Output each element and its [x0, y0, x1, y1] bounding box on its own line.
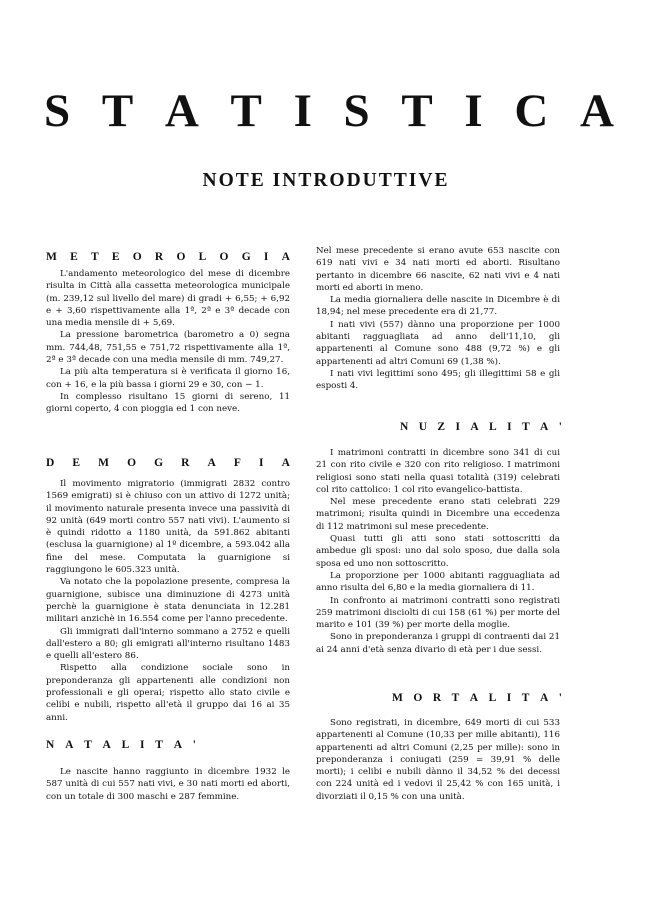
- paragraph: Rispetto alla condizione sociale sono in preponderanza gli appartenenti alle condizioni non professionali e gli operai; rispetto allo stato civile e celibi e nubili, rispetto all'età il gruppo dai 16 ai 35 anni.: [46, 663, 290, 723]
- nuzialita-heading: [400, 419, 562, 435]
- paragraph: La proporzione per 1000 abitanti ragguagliata ad anno risulta del 6,80 e la media giornaliera di 11.: [316, 570, 560, 594]
- heading-letter: R: [154, 251, 164, 263]
- heading-letter: O: [176, 251, 186, 263]
- natalita-body: [46, 766, 290, 803]
- heading-letter: A: [65, 739, 74, 751]
- heading-letter: I: [455, 421, 460, 433]
- heading-letter: T: [521, 692, 530, 704]
- heading-letter: S: [44, 85, 71, 137]
- paragraph: I nati vivi (557) dànno una proporzione per 1000 abitanti ragguagliata ad anno dell'11,10, gli appartenenti al Comune sono 488 (9,72 %) e gli appartenenti ad altri Comuni 69 (1,38 %).: [316, 319, 560, 367]
- paragraph: L'andamento meteorologico del mese di dicembre risulta in Città alla cassetta meteorologica municipale (m. 239,12 sul livello del mare) di gradi + 6,55; + 6,92 e + 3,60 rispettivamente alla 1ª, 2ª e 3ª decade con una media mensile di + 5,69.: [46, 269, 290, 329]
- heading-letter: T: [155, 739, 163, 751]
- heading-letter: I: [293, 85, 312, 137]
- heading-letter: A: [580, 85, 614, 137]
- paragraph: Nel mese precedente erano stati celebrati 229 matrimoni; risulta quindi in Dicembre una eccedenza di 112 matrimoni sul mese precedente.: [316, 497, 560, 532]
- heading-letter: A: [469, 692, 479, 704]
- heading-letter: T: [451, 692, 460, 704]
- paragraph: Quasi tutti gli atti sono stati sottoscritti da ambedue gli sposi: uno dal solo sposo, due dalla sola sposa ed uno non sottoscritto.: [316, 534, 560, 569]
- mortalita-body: [316, 717, 560, 803]
- paragraph: I nati vivi legittimi sono 495; gli illegittimi 58 e gli esposti 4.: [316, 368, 560, 392]
- heading-letter: ': [558, 421, 562, 433]
- paragraph: In confronto ai matrimoni contratti sono registrati 259 matrimoni disciolti di cui 158 (61 %) per morte del marito e 101 (39 %) per morte della moglie.: [316, 595, 560, 631]
- mortalita-heading: [392, 690, 562, 706]
- heading-letter: I: [507, 421, 512, 433]
- heading-letter: L: [489, 421, 497, 433]
- heading-letter: G: [241, 251, 251, 263]
- paragraph: Sono in preponderanza i gruppi di contraenti dai 21 ai 24 anni d'età senza divario di età per i due sessi.: [316, 632, 560, 655]
- paragraph: Le nascite hanno raggiunto in dicembre 1932 le 587 unità di cui 557 nati vivi, e 30 nati morti ed aborti, con un totale di 300 maschi e 287 femmine.: [46, 767, 290, 802]
- page-title: [44, 86, 614, 136]
- nuzialita-body: [316, 447, 560, 656]
- heading-letter: E: [70, 251, 78, 263]
- paragraph: Sono registrati, in dicembre, 649 morti di cui 533 appartenenti al Comune (10,33 per mille abitanti), 116 appartenenti ad altri Comuni (2,25 per mille): sono in preponderanza i coniugati (259 = 39,91 % delle morti); i celibi e nubili dànno il 34,52 % dei decessi con 224 unità ed i vedovi il 25,42 % con 165 unità, i divorziati il 0,15 % con una unità.: [316, 718, 560, 802]
- paragraph: I matrimoni contratti in dicembre sono 341 di cui 21 con rito civile e 320 con rito religioso. I matrimoni religiosi sono stati nella quasi totalità (319) celebrati col rito cattolico: 1 col rito evangelico-battista.: [316, 448, 560, 495]
- heading-letter: T: [230, 85, 262, 137]
- heading-letter: T: [101, 85, 134, 137]
- heading-letter: ': [558, 692, 562, 704]
- heading-letter: A: [470, 421, 479, 433]
- heading-letter: U: [418, 421, 428, 433]
- heading-letter: E: [72, 457, 81, 469]
- page-subtitle: NOTE INTRODUTTIVE: [202, 170, 450, 191]
- heading-letter: A: [539, 692, 549, 704]
- paragraph: In complesso risultano 15 giorni di sereno, 11 giorni coperto, 4 con pioggia ed 1 con neve.: [46, 391, 290, 415]
- natalita-continuation: [316, 245, 560, 393]
- paragraph: La media giornaliera delle nascite in Dicembre è di 18,94; nel mese precedente era di 21,77.: [316, 295, 560, 318]
- heading-letter: F: [233, 457, 241, 469]
- heading-letter: A: [281, 457, 290, 469]
- heading-letter: A: [102, 739, 111, 751]
- heading-letter: O: [219, 251, 229, 263]
- heading-letter: A: [164, 85, 199, 137]
- paragraph: La pressione barometrica (barometro a 0) segna mm. 744,48, 751,55 e 751,72 rispettivamente alla 1ª, 2ª e 3ª decade con una media mensile di mm. 749,27.: [46, 330, 290, 366]
- heading-letter: N: [400, 421, 409, 433]
- heading-letter: O: [127, 457, 137, 469]
- heading-letter: M: [392, 692, 403, 704]
- heading-letter: T: [521, 421, 530, 433]
- heading-letter: A: [207, 457, 216, 469]
- heading-letter: C: [514, 85, 549, 137]
- heading-letter: L: [198, 251, 207, 263]
- paragraph: La più alta temperatura si è verificata il giorno 16, con + 16, e la più bassa i giorni 29 e 30, con − 1.: [46, 367, 290, 390]
- heading-letter: I: [259, 457, 264, 469]
- paragraph: Va notato che la popolazione presente, compresa la guarnigione, subisce una diminuzione di 4273 unità perchè la guarnigione è stata denunciata in 12.281 militari anzichè in 16.554 come per l'anno precedente.: [46, 577, 290, 625]
- heading-letter: T: [90, 251, 99, 263]
- heading-letter: A: [173, 739, 182, 751]
- heading-letter: I: [140, 739, 145, 751]
- heading-letter: L: [121, 739, 130, 751]
- heading-letter: R: [181, 457, 190, 469]
- heading-letter: T: [401, 85, 433, 137]
- heading-letter: A: [540, 421, 549, 433]
- natalita-heading: [46, 737, 196, 753]
- heading-letter: D: [46, 457, 55, 469]
- meteorologia-body: [46, 268, 290, 416]
- heading-letter: O: [132, 251, 142, 263]
- heading-letter: M: [46, 251, 57, 263]
- heading-letter: I: [263, 251, 269, 263]
- paragraph: Nel mese precedente si erano avute 653 nascite con 619 nati vivi e 34 nati morti ed aborti. Risultano pertanto in dicembre 66 nascite, 62 nati vivi e 4 nati morti ed aborti in meno.: [316, 246, 560, 293]
- heading-letter: T: [84, 739, 92, 751]
- heading-letter: ': [192, 739, 196, 751]
- heading-letter: Z: [437, 421, 446, 433]
- heading-letter: I: [506, 692, 512, 704]
- heading-letter: S: [343, 85, 370, 137]
- paragraph: Gli immigrati dall'interno sommano a 2752 e quelli dall'estero a 80; gli emigrati all'interno risultano 1483 e quelli all'estero 86.: [46, 626, 290, 662]
- heading-letter: N: [46, 739, 55, 751]
- heading-letter: R: [432, 692, 442, 704]
- heading-letter: A: [281, 251, 290, 263]
- demografia-body: [46, 478, 290, 724]
- meteorologia-heading: [46, 249, 290, 265]
- heading-letter: O: [413, 692, 423, 704]
- paragraph: Il movimento migratorio (immigrati 2832 contro 1569 emigrati) si è chiuso con un attivo di 1272 unità; il movimento naturale presenta invece una passività di 92 unità (649 morti contro 557 nati vivi). L'aumento si è quindi ridotto a 1180 unità, da 591.862 abitanti (esclusa la guarnigione) al 1º dicembre, a 593.042 alla fine del mese. Computata la guarnigione si raggiungono le 605.323 unità.: [46, 479, 290, 576]
- heading-letter: E: [111, 251, 120, 263]
- heading-letter: L: [488, 692, 497, 704]
- demografia-heading: [46, 455, 290, 471]
- heading-letter: G: [154, 457, 164, 469]
- heading-letter: M: [98, 457, 109, 469]
- heading-letter: I: [464, 85, 483, 137]
